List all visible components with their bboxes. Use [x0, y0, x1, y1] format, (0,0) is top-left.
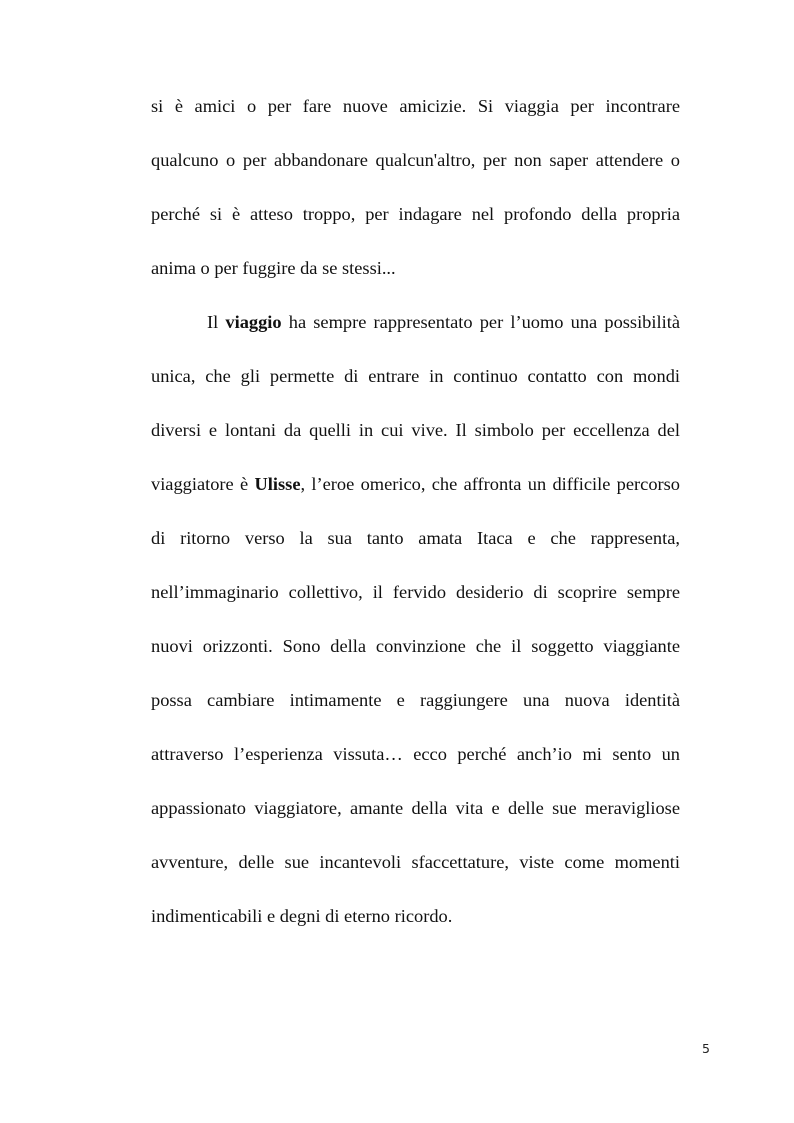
text-line: attraverso l’esperienza vissuta… ecco perché anch’io mi sento un	[151, 744, 680, 764]
keyword-viaggio: viaggio	[225, 312, 282, 332]
page-number: 5	[702, 1041, 710, 1056]
text-span: viaggiatore è	[151, 474, 255, 494]
text-line: indimenticabili e degni di eterno ricordo.	[151, 906, 453, 926]
text-line: diversi e lontani da quelli in cui vive. Il simbolo per eccellenza del	[151, 420, 680, 440]
text-line: di ritorno verso la sua tanto amata Itaca e che rappresenta,	[151, 528, 680, 548]
text-line: possa cambiare intimamente e raggiungere una nuova identità	[151, 690, 680, 710]
text-line	[207, 310, 680, 334]
text-line: appassionato viaggiatore, amante della vita e delle sue meravigliose	[151, 798, 680, 818]
text-line	[151, 472, 680, 496]
keyword-ulisse: Ulisse	[254, 474, 301, 494]
text-line: si è amici o per fare nuove amicizie. Si viaggia per incontrare	[151, 96, 680, 116]
text-line: unica, che gli permette di entrare in continuo contatto con mondi	[151, 366, 680, 386]
text-line: nuovi orizzonti. Sono della convinzione che il soggetto viaggiante	[151, 636, 680, 656]
text-span: , l’eroe omerico, che affronta un difficile percorso	[300, 474, 680, 494]
text-line: nell’immaginario collettivo, il fervido desiderio di scoprire sempre	[151, 582, 680, 602]
text-line: perché si è atteso troppo, per indagare nel profondo della propria	[151, 204, 680, 224]
text-line: qualcuno o per abbandonare qualcun'altro, per non saper attendere o	[151, 150, 680, 170]
text-line: avventure, delle sue incantevoli sfaccettature, viste come momenti	[151, 852, 680, 872]
text-span: Il	[207, 312, 226, 332]
text-line: anima o per fuggire da se stessi...	[151, 258, 396, 278]
text-span: ha sempre rappresentato per l’uomo una possibilità	[281, 312, 680, 332]
